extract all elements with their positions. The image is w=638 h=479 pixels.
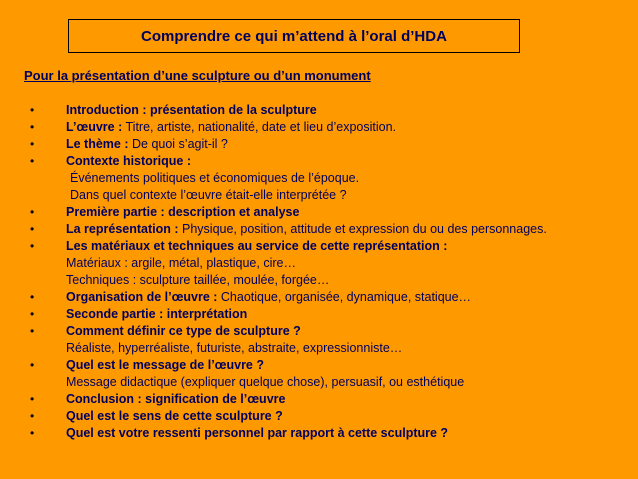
- sub-line: Message didactique (expliquer quelque chose), persuasif, ou esthétique: [66, 375, 465, 389]
- item-bold: Première partie : description et analyse: [66, 205, 300, 219]
- item-bold: Le thème :: [66, 137, 129, 151]
- bullet-icon: •: [30, 392, 35, 406]
- bullet-icon: •: [30, 103, 35, 117]
- item-bold: Introduction : présentation de la sculpture: [66, 103, 317, 117]
- item-bold: Les matériaux et techniques au service de cette représentation :: [66, 239, 448, 253]
- item-bold: Quel est le sens de cette sculpture ?: [66, 409, 283, 423]
- list-item: [0, 357, 638, 374]
- item-bold: Organisation de l’œuvre :: [66, 290, 218, 304]
- outline-list: [0, 102, 638, 442]
- item-bold: Contexte historique :: [66, 154, 192, 168]
- item-text: Chaotique, organisée, dynamique, statique…: [217, 290, 472, 304]
- list-item: [0, 408, 638, 425]
- sub-line: Matériaux : argile, métal, plastique, cire…: [66, 256, 296, 270]
- bullet-icon: •: [30, 307, 35, 321]
- item-bold: Comment définir ce type de sculpture ?: [66, 324, 301, 338]
- sub-line: Réaliste, hyperréaliste, futuriste, abstraite, expressionniste…: [66, 341, 403, 355]
- section-heading: Pour la présentation d’une sculpture ou d’un monument: [24, 68, 371, 83]
- list-item: [0, 102, 638, 119]
- item-bold: Quel est le message de l’œuvre ?: [66, 358, 264, 372]
- bullet-icon: •: [30, 154, 35, 168]
- item-bold: La représentation :: [66, 222, 179, 236]
- bullet-icon: •: [30, 120, 35, 134]
- item-text: Physique, position, attitude et expression du ou des personnages.: [178, 222, 547, 236]
- list-item: [0, 204, 638, 221]
- list-item: [0, 289, 638, 306]
- list-item: [0, 119, 638, 136]
- item-bold: L’œuvre :: [66, 120, 123, 134]
- list-item: [0, 221, 638, 238]
- page-title: Comprendre ce qui m’attend à l’oral d’HDA: [141, 27, 447, 45]
- bullet-icon: •: [30, 239, 35, 253]
- list-item: [0, 425, 638, 442]
- list-item: [0, 136, 638, 153]
- list-item: [0, 306, 638, 323]
- item-text: Titre, artiste, nationalité, date et lieu d’exposition.: [122, 120, 397, 134]
- bullet-icon: •: [30, 222, 35, 236]
- bullet-icon: •: [30, 358, 35, 372]
- bullet-icon: •: [30, 205, 35, 219]
- sub-line: Événements politiques et économiques de l’époque.: [70, 171, 360, 185]
- bullet-icon: •: [30, 426, 35, 440]
- list-item: [0, 153, 638, 170]
- sub-line: Dans quel contexte l’œuvre était-elle interprétée ?: [70, 188, 347, 202]
- bullet-icon: •: [30, 137, 35, 151]
- list-item: [0, 323, 638, 340]
- bullet-icon: •: [30, 409, 35, 423]
- item-bold: Conclusion : signification de l’œuvre: [66, 392, 286, 406]
- title-box: [68, 19, 520, 53]
- bullet-icon: •: [30, 290, 35, 304]
- item-bold: Quel est votre ressenti personnel par rapport à cette sculpture ?: [66, 426, 449, 440]
- item-bold: Seconde partie : interprétation: [66, 307, 248, 321]
- list-item: [0, 391, 638, 408]
- sub-line: Techniques : sculpture taillée, moulée, forgée…: [66, 273, 330, 287]
- list-item: [0, 238, 638, 255]
- bullet-icon: •: [30, 324, 35, 338]
- item-text: De quoi s’agit-il ?: [128, 137, 228, 151]
